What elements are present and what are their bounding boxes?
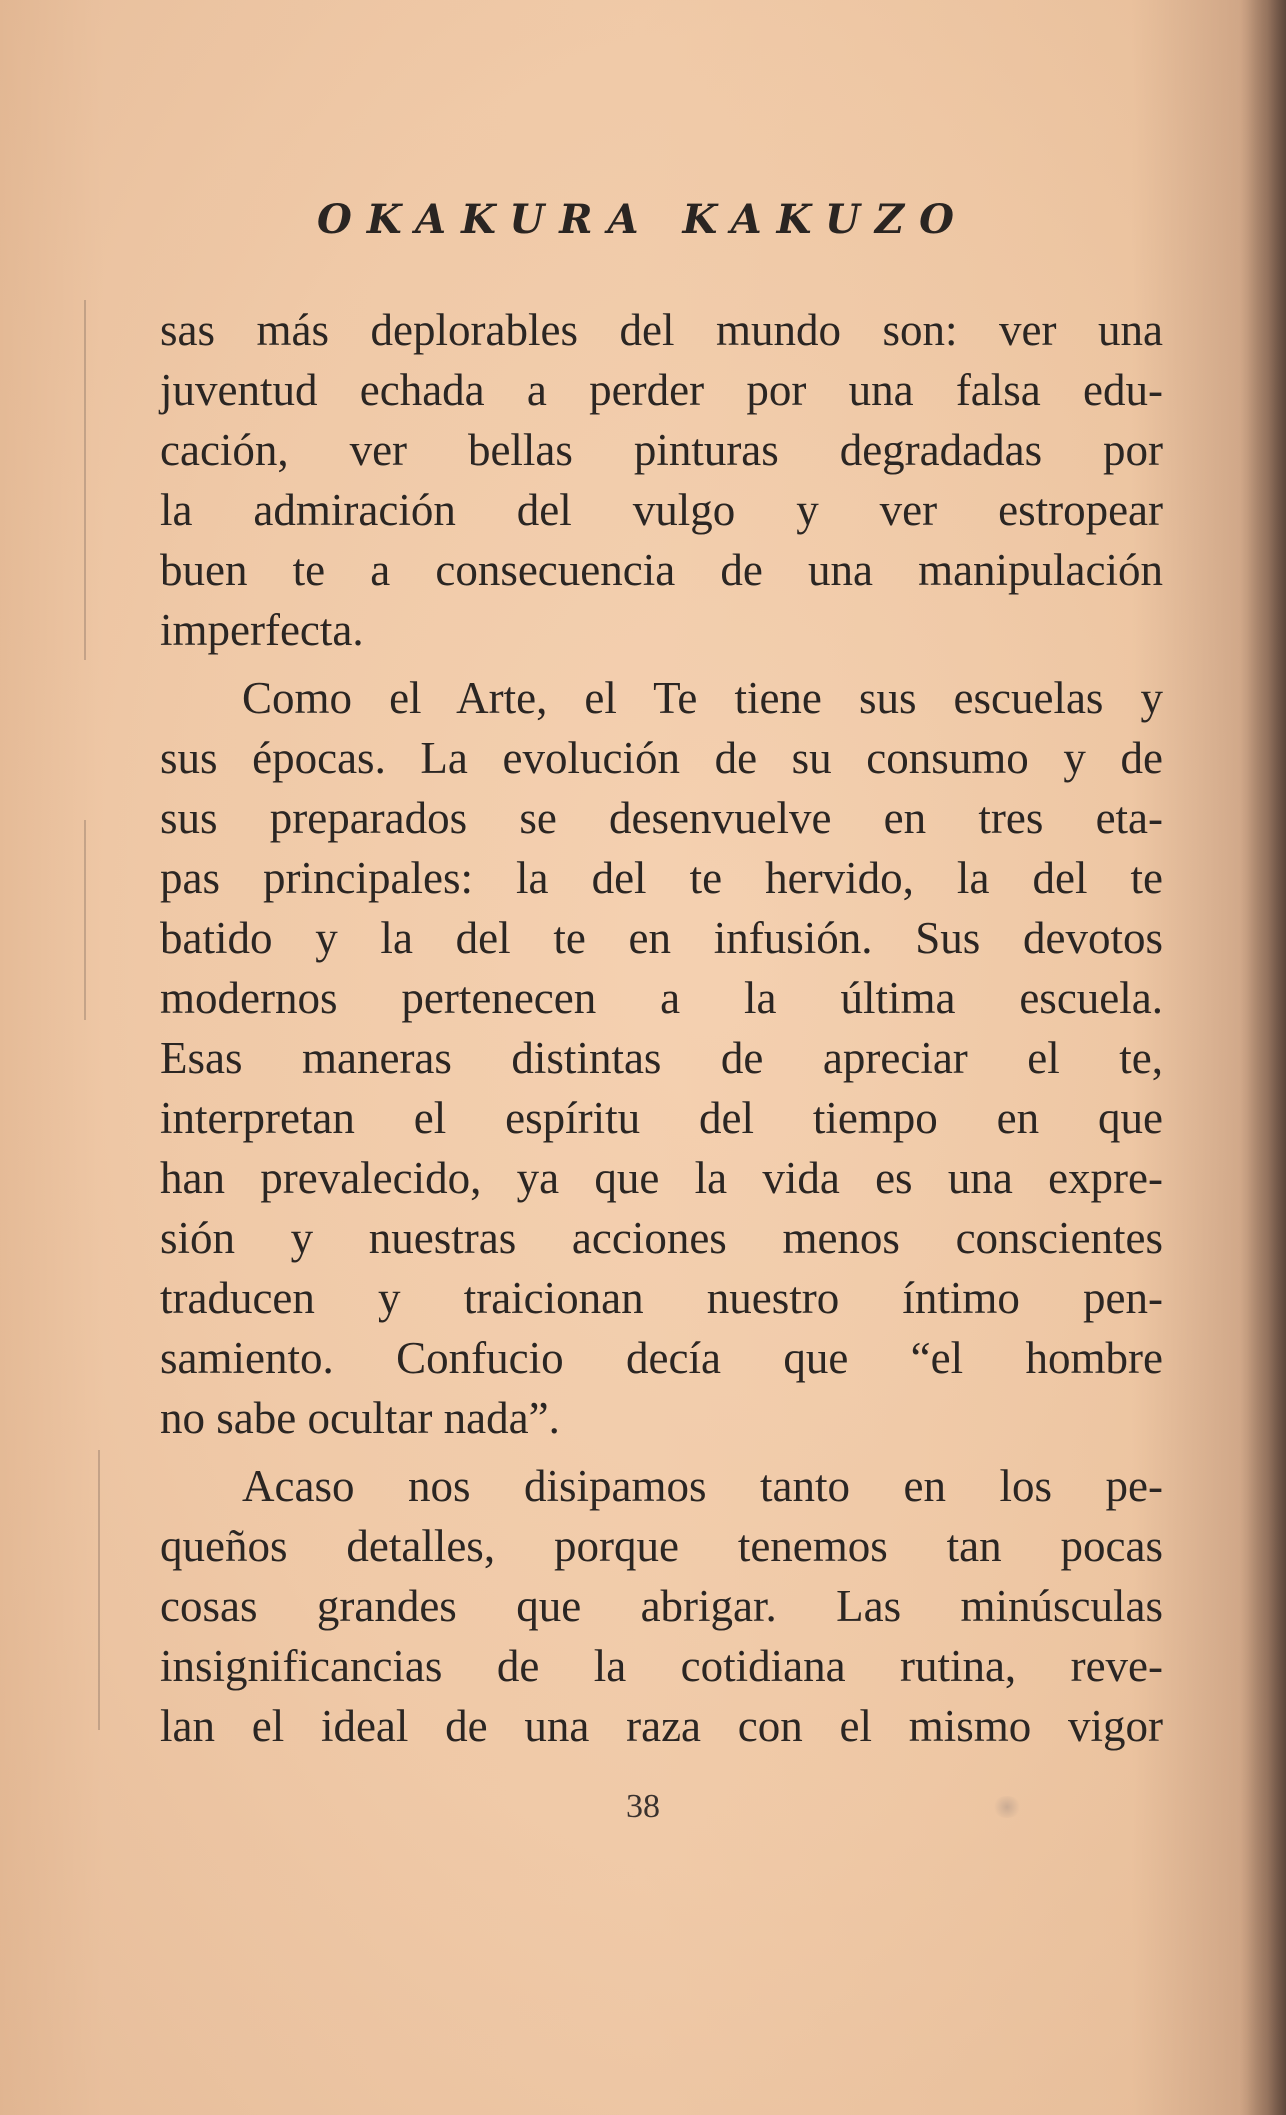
text-line: imperfecta. (160, 605, 364, 655)
text-line: interpretan el espíritu del tiempo en que (160, 1093, 1163, 1143)
text-line: buen te a consecuencia de una manipulación (160, 545, 1163, 595)
paragraph (160, 668, 1163, 1448)
text-line: la admiración del vulgo y ver estropear (160, 485, 1163, 535)
body-text (160, 300, 1163, 1756)
text-line: han prevalecido, ya que la vida es una expre- (160, 1153, 1163, 1203)
text-line: samiento. Confucio decía que “el hombre (160, 1333, 1163, 1383)
margin-pencil-mark (84, 820, 86, 1020)
ink-blot (992, 1796, 1022, 1818)
text-line: pas principales: la del te hervido, la del te (160, 853, 1163, 903)
text-line: sas más deplorables del mundo son: ver una (160, 305, 1163, 355)
text-line: sus épocas. La evolución de su consumo y de (160, 733, 1163, 783)
running-head: OKAKURA KAKUZO (317, 196, 969, 243)
text-line: sión y nuestras acciones menos conscientes (160, 1213, 1163, 1263)
text-line: Acaso nos disipamos tanto en los pe- (242, 1461, 1163, 1511)
paragraph (160, 1456, 1163, 1756)
page-number: 38 (626, 1788, 660, 1825)
text-line: queños detalles, porque tenemos tan pocas (160, 1521, 1163, 1571)
text-line: modernos pertenecen a la última escuela. (160, 973, 1163, 1023)
text-line: batido y la del te en infusión. Sus devotos (160, 913, 1163, 963)
text-line: insignificancias de la cotidiana rutina, reve- (160, 1641, 1163, 1691)
text-line: cosas grandes que abrigar. Las minúsculas (160, 1581, 1163, 1631)
text-line: Como el Arte, el Te tiene sus escuelas y (242, 673, 1163, 723)
paragraph (160, 300, 1163, 660)
text-line: juventud echada a perder por una falsa edu- (160, 365, 1163, 415)
text-line: sus preparados se desenvuelve en tres eta- (160, 793, 1163, 843)
text-line: traducen y traicionan nuestro íntimo pen- (160, 1273, 1163, 1323)
text-line: lan el ideal de una raza con el mismo vigor (160, 1701, 1163, 1751)
margin-pencil-mark (98, 1450, 100, 1730)
text-line: no sabe ocultar nada”. (160, 1393, 560, 1443)
text-line: Esas maneras distintas de apreciar el te, (160, 1033, 1163, 1083)
text-line: cación, ver bellas pinturas degradadas por (160, 425, 1163, 475)
margin-pencil-mark (84, 300, 86, 660)
